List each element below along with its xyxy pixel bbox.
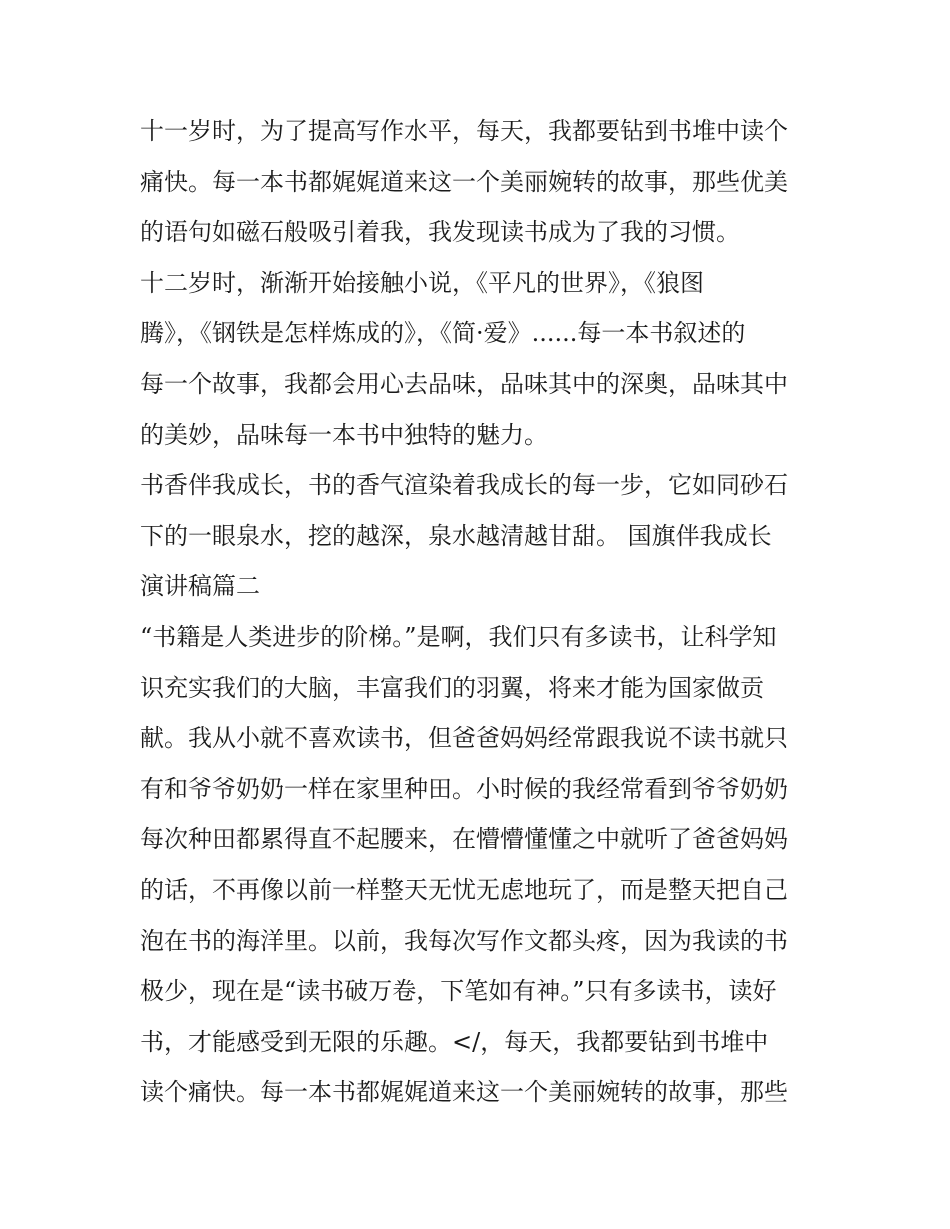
text-line: 书，才能感受到无限的乐趣。</，每天，我都要钻到书堆中 <box>140 1027 769 1056</box>
text-line: 书香伴我成长，书的香气渲染着我成长的每一步，它如同砂石 <box>140 471 788 500</box>
text-line: 每次种田都累得直不起腰来，在懵懵懂懂之中就听了爸爸妈妈 <box>140 825 788 854</box>
text-line: 识充实我们的大脑，丰富我们的羽翼，将来才能为国家做贡 <box>140 673 764 702</box>
text-line: 献。我从小就不喜欢读书，但爸爸妈妈经常跟我说不读书就只 <box>140 724 788 753</box>
text-line: 腾》，《钢铁是怎样炼成的》，《简·爱》......每一本书叙述的 <box>140 319 746 348</box>
text-line: 有和爷爷奶奶一样在家里种田。小时候的我经常看到爷爷奶奶 <box>140 774 788 803</box>
text-line: “书籍是人类进步的阶梯。”是啊，我们只有多读书，让科学知 <box>140 622 777 651</box>
document-body <box>140 106 820 1118</box>
text-line: 的语句如磁石般吸引着我，我发现读书成为了我的习惯。 <box>140 218 740 247</box>
text-line: 痛快。每一本书都娓娓道来这一个美丽婉转的故事，那些优美 <box>140 167 788 196</box>
text-line: 每一个故事，我都会用心去品味，品味其中的深奥，品味其中 <box>140 369 788 398</box>
text-line: 读个痛快。每一本书都娓娓道来这一个美丽婉转的故事，那些 <box>140 1078 788 1107</box>
text-line: 极少，现在是“读书破万卷，下笔如有神。”只有多读书，读好 <box>140 977 777 1006</box>
section-heading: 演讲稿篇二 <box>140 572 260 601</box>
text-line: 十二岁时，渐渐开始接触小说，《平凡的世界》，《狼图 <box>140 268 704 297</box>
text-line: 的话，不再像以前一样整天无忧无虑地玩了，而是整天把自己 <box>140 875 788 904</box>
text-line: 泡在书的海洋里。以前，我每次写作文都头疼，因为我读的书 <box>140 926 788 955</box>
text-line: 下的一眼泉水，挖的越深，泉水越清越甘甜。 国旗伴我成长 <box>140 521 772 550</box>
text-line: 十一岁时，为了提高写作水平，每天，我都要钻到书堆中读个 <box>140 117 788 145</box>
text-line: 的美妙，品味每一本书中独特的魅力。 <box>140 420 548 449</box>
